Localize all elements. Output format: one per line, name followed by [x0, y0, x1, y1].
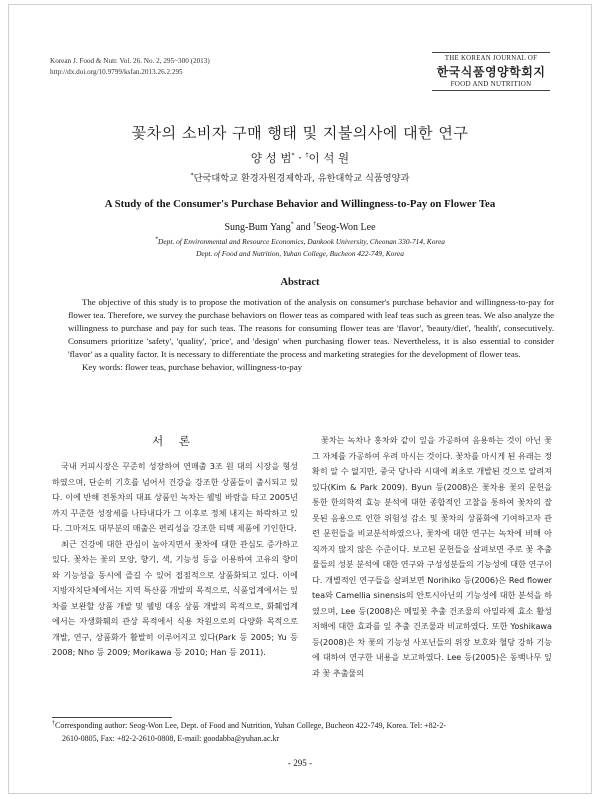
abstract-text: The objective of this study is to propose the motivation of the analysis on consumer's purchase behavior and willingness-to-pay for flower tea. Therefore, we survey the purchase behaviors on flower teas as compared with leaf teas such as green teas. We also analyze the willingness to purchase and pay for such teas. The reasons for consuming flower teas are 'flavor', 'beauty/diet', 'health', consecutively. Consumers prioritize 'safety', 'quality', 'price', and 'design' when purchasing flower teas. Nevertheless, it is also essential to consider 'flavor' as a quality factor. It is necessary to differentiate the process and marketing strategies for the development of flower teas.: [68, 297, 554, 359]
logo-top-rule: [432, 52, 550, 53]
journal-logo: [432, 52, 550, 91]
author-1-en-mark: *: [290, 221, 294, 228]
keywords-text: flower teas, purchase behavior, willingness-to-pay: [125, 362, 303, 372]
intro-paragraph-1: 국내 커피시장은 꾸준히 성장하여 연매출 3조 원 대의 시장을 형성하였으며, 단순히 기호를 넘어서 건강을 강조한 상품들이 출시되고 있다. 이에 반해 전통차의 대표 상품인 녹차는 웰빙 바람을 타고 2005년까지 꾸준한 성장세를 나타내다가 그 이후로 정체 내지는 하락하고 있다. 그마저도 대부분의 매출은 편리성을 강조한 티백 제품에 기인한다.: [52, 461, 298, 533]
author-separator: ·: [294, 151, 306, 165]
abstract-heading: Abstract: [280, 277, 320, 288]
section-heading-introduction: 서 론: [152, 434, 196, 448]
affiliation-en-line2: Dept. of Food and Nutrition, Yuhan College, Bucheon 422-749, Korea: [196, 248, 404, 258]
author-2-en: Seog-Won Lee: [316, 222, 376, 233]
intro-paragraph-3: 꽃차는 녹차나 홍차와 같이 잎을 가공하여 음용하는 것이 아닌 꽃 그 자체를 가공하여 우려 마시는 것이다. 꽃차를 마시게 된 유래는 정확히 알 수 없지만, 중국 당나라 시대에 최초로 개발된 것으로 알려져 있다(Kim & Park 2009). Byun 등(2008)은 꽃차용 꽃의 문헌을 통한 한의학적 효능 분석에 대한 종합적인 고찰을 통하여 꽃차의 잘못된 음용으로 인한 위험성 감소 및 꽃차의 상품화에 기여하고자 관련 문헌들을 비교분석하였으나, 꽃차에 대한 연구는 녹차에 비해 아직까지 많지 않은 수준이다. 보고된 문헌들을 살펴보면 주로 꽃 추출물들의 성분 분석에 대한 연구와 구성성분들의 기능성에 대한 연구이다. 개별적인 연구들을 살펴보면 Norihiko 등(2006)은 Red flower tea와 Camellia sinensis의 안토시아닌의 기능성에 대한 분석을 하였으며, Lee 등(2008)은 메밀꽃 추출 건조물의 아밀라제 효소 활성 저해에 대한 효과를 잎 추출 건조물과 비교하였다. 또한 Yoshikawa 등(2008)은 차 꽃의 기능성 사포닌들의 위장 보호와 혈당 강하 기능에 대하여 연구한 내용을 보고하였다. Lee 등(2005)은 동백나무 잎과 꽃 추출물의: [312, 435, 552, 678]
affiliation-mark: *: [190, 171, 194, 179]
journal-name-en-top: THE KOREAN JOURNAL OF: [444, 55, 538, 62]
keywords-line: [68, 361, 554, 374]
page-number: - 295 -: [288, 758, 312, 768]
english-affiliation: [0, 236, 600, 259]
corresponding-mark: †: [305, 152, 309, 160]
affiliation-ko-text: 단국대학교 환경자원경제학과, 유한대학교 식품영양과: [193, 173, 410, 184]
citation-header: [50, 56, 210, 78]
footnote-rule: [52, 717, 172, 718]
korean-affiliation: [0, 170, 600, 184]
keywords-label: Key words:: [82, 362, 123, 372]
author-2-ko: 이 석 원: [308, 151, 350, 165]
corresponding-en-mark: †: [313, 221, 317, 228]
english-title: A Study of the Consumer's Purchase Behavior and Willingness-to-Pay on Flower Tea: [104, 198, 496, 210]
author-and: and: [293, 222, 314, 233]
citation-line: Korean J. Food & Nutr. Vol. 26. No. 2, 295~300 (2013): [50, 57, 210, 65]
affiliation-en-mark: *: [155, 236, 159, 243]
english-authors: [0, 222, 600, 233]
left-column: [52, 459, 298, 661]
journal-name-ko: 한국식품영양학회지: [436, 65, 546, 79]
korean-title: 꽃차의 소비자 구매 행태 및 지불의사에 대한 연구: [131, 124, 469, 142]
korean-authors: [0, 150, 600, 166]
footnote-line2: 2610-0805, Fax: +82-2-2610-0808, E-mail: goodabba@yuhan.ac.kr: [62, 734, 280, 743]
author-1-en: Sung-Bum Yang: [224, 222, 291, 233]
intro-paragraph-2: 최근 건강에 대한 관심이 높아지면서 꽃차에 대한 관심도 증가하고 있다. 꽃차는 꽃의 모양, 향기, 색, 기능성 등을 이용하여 고유의 향미와 기능성을 동시에 즐길 수 있어 접점적으로 상품화되고 있다. 이에 지방자치단체에서는 지역 특산품 개발의 목적으로, 식품업계에서는 잎차를 보완할 상품 개발 및 웰빙 대응 상품 개발의 목적으로, 화훼업계에서는 자생화훼의 관상 목적에서 식용 차원으로의 다양화 목적으로 개발, 연구, 상품화가 활발히 이루어지고 있다(Park 등 2005; Yu 등 2008; Nho 등 2009; Morikawa 등 2010; Han 등 2011).: [52, 538, 298, 657]
doi-link[interactable]: http://dx.doi.org/10.9799/ksfan.2013.26.2.295: [50, 68, 183, 76]
journal-name-en-bottom: FOOD AND NUTRITION: [450, 80, 532, 88]
footnote-line1: Corresponding author: Seog-Won Lee, Dept. of Food and Nutrition, Yuhan College, Bucheon 422-749, Korea. Tel: +82-2-: [55, 721, 447, 730]
author-1-mark: *: [291, 152, 295, 160]
affiliation-en-line1: Dept. of Environmental and Resource Economics, Dankook University, Cheonan 330-714, Korea: [158, 237, 445, 246]
abstract-body: [68, 296, 554, 374]
right-column: [312, 433, 552, 681]
footnote-mark: †: [52, 720, 55, 727]
corresponding-footnote: [52, 719, 552, 745]
logo-bottom-rule: [432, 90, 550, 91]
author-1-ko: 양 성 범: [250, 151, 292, 165]
